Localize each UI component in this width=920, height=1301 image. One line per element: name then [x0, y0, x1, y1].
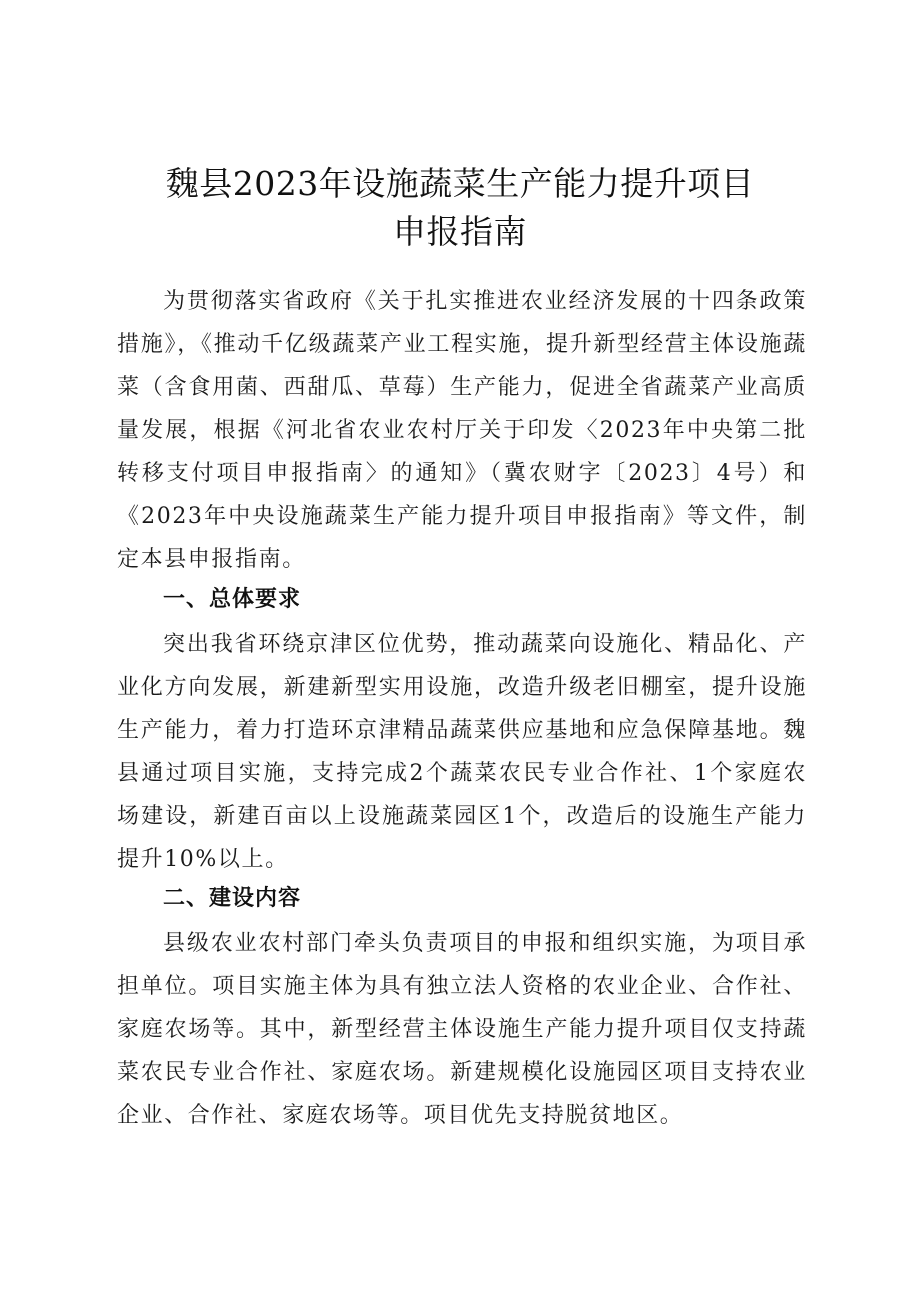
intro-paragraph: 为贯彻落实省政府《关于扎实推进农业经济发展的十四条政策措施》，《推动千亿级蔬菜产业工程实施，提升新型经营主体设施蔬菜（含食用菌、西甜瓜、草莓）生产能力，促进全省蔬菜产业高质量发展，根据《河北省农业农村厅关于印发〈2023年中央第二批转移支付项目申报指南〉的通知》（冀农财字〔2023〕4号）和《2023年中央设施蔬菜生产能力提升项目申报指南》等文件，制定本县申报指南。 [117, 289, 807, 572]
section-heading-general-requirements: 一、总体要求 [163, 587, 302, 612]
document-title-line-2: 申报指南 [393, 212, 527, 251]
section-paragraph-general-requirements: 突出我省环绕京津区位优势，推动蔬菜向设施化、精品化、产业化方向发展，新建新型实用设施，改造升级老旧棚室，提升设施生产能力，着力打造环京津精品蔬菜供应基地和应急保障基地。魏县通过项目实施，支持完成2个蔬菜农民专业合作社、1个家庭农场建设，新建百亩以上设施蔬菜园区1个，改造后的设施生产能力提升10%以上。 [117, 632, 807, 872]
document-title-line-1: 魏县2023年设施蔬菜生产能力提升项目 [165, 164, 755, 203]
section-heading-construction-content: 二、建设内容 [163, 886, 302, 911]
section-paragraph-construction-content: 县级农业农村部门牵头负责项目的申报和组织实施，为项目承担单位。项目实施主体为具有独立法人资格的农业企业、合作社、家庭农场等。其中，新型经营主体设施生产能力提升项目仅支持蔬菜农民专业合作社、家庭农场。新建规模化设施园区项目支持农业企业、合作社、家庭农场等。项目优先支持脱贫地区。 [117, 931, 807, 1128]
